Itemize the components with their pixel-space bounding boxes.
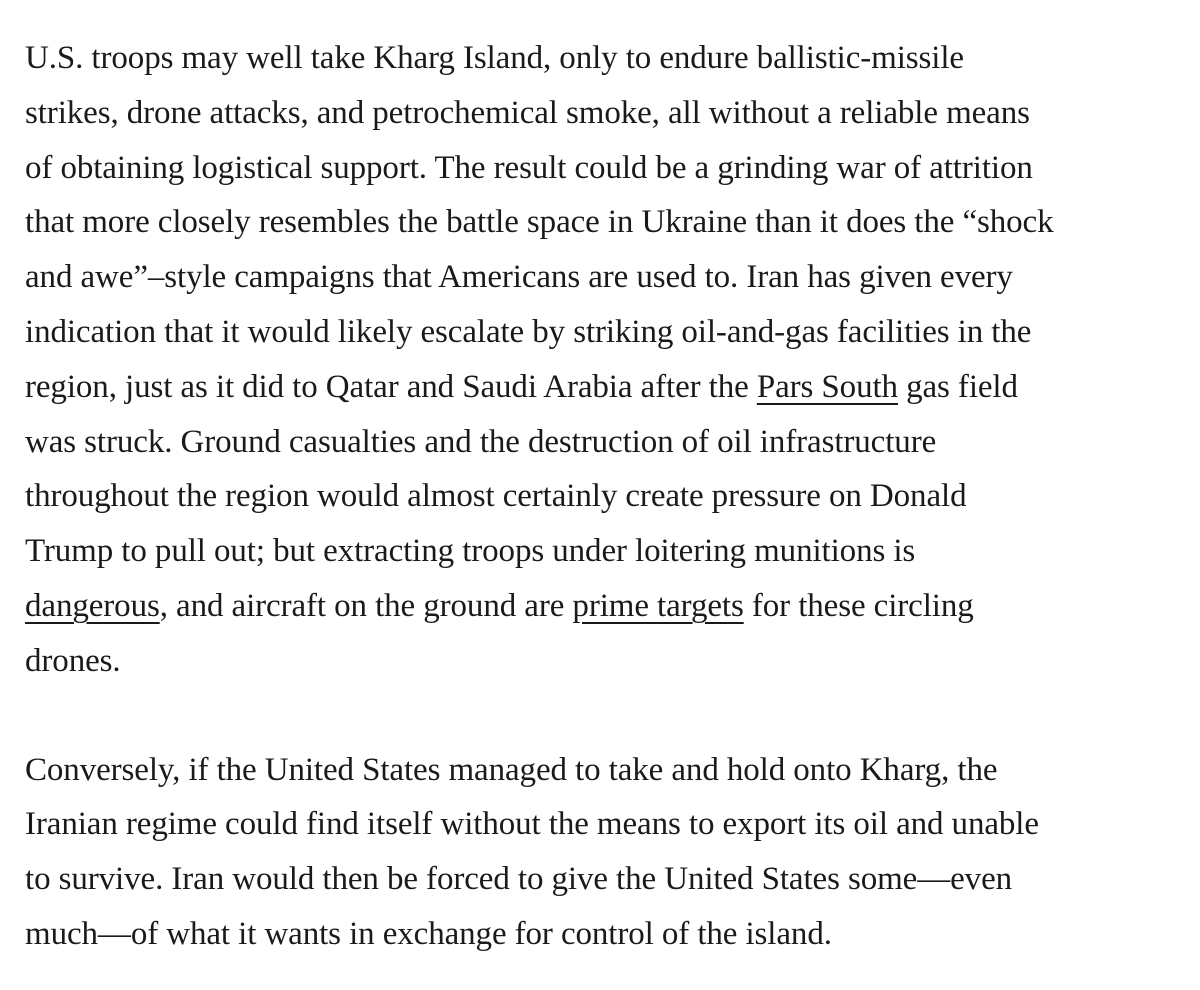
paragraph-1-line-1: U.S. troops may well take Kharg Island, only to endure ballistic-missile [25,40,964,76]
paragraph-1-line-12: drones. [25,642,121,679]
paragraph-2 [25,743,1185,962]
paragraph-2-line-2: Iranian regime could find itself without the means to export its oil and unable [25,806,1039,843]
prime-targets-link[interactable]: prime targets [572,587,744,624]
dangerous-link[interactable]: dangerous [25,587,160,624]
paragraph-1-line-7 [25,360,1185,415]
paragraph-1-line-9: throughout the region would almost certainly create pressure on Donald [25,478,967,515]
paragraph-1-line-11 [25,579,1185,634]
paragraph-1-line-5: and awe”–style campaigns that Americans are used to. Iran has given every [25,259,1013,296]
paragraph-1-line-7-text-before: region, just as it did to Qatar and Saudi Arabia after the [25,368,757,405]
paragraph-1-line-8: was struck. Ground casualties and the destruction of oil infrastructure [25,423,937,460]
paragraph-1-line-6: indication that it would likely escalate by striking oil-and-gas facilities in the [25,313,1032,350]
paragraph-1-line-2: strikes, drone attacks, and petrochemical smoke, all without a reliable means [25,94,1030,131]
paragraph-1-line-4: that more closely resembles the battle space in Ukraine than it does the “shock [25,204,1054,241]
paragraph-2-line-1: Conversely, if the United States managed to take and hold onto Kharg, the [25,751,998,788]
paragraph-1-line-3: of obtaining logistical support. The result could be a grinding war of attrition [25,149,1033,186]
article-body [25,31,1185,962]
paragraph-1-line-7-text-after: gas field [897,368,1018,405]
paragraph-2-line-3: to survive. Iran would then be forced to give the United States some—even [25,861,1013,898]
paragraph-1 [25,31,1185,689]
paragraph-1-line-11-text-middle: , and aircraft on the ground are [159,587,573,624]
paragraph-1-line-11-text-after: for these circling [743,587,974,624]
pars-south-link[interactable]: Pars South [756,368,898,405]
paragraph-1-line-10: Trump to pull out; but extracting troops under loitering munitions is [25,533,916,570]
paragraph-2-line-4: much—of what it wants in exchange for control of the island. [25,915,832,952]
